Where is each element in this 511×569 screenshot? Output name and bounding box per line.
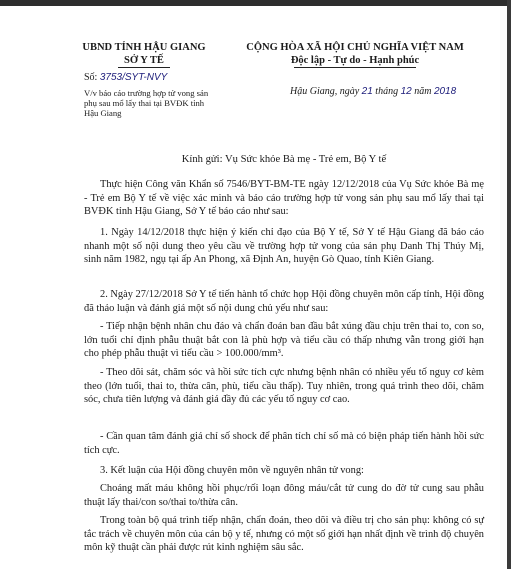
date-month: 12	[400, 86, 412, 97]
date-month-label: tháng	[375, 86, 399, 97]
paragraph-section-3: 3. Kết luận của Hội đồng chuyên môn về nguyên nhân tử vong:	[100, 465, 364, 476]
number-prefix: Số:	[84, 72, 98, 83]
subject-line-2: phụ sau mổ lấy thai tại BVĐK tỉnh	[84, 98, 205, 108]
date-day: 21	[361, 86, 373, 97]
org-name: UBND TỈNH HẬU GIANG	[82, 42, 206, 53]
paragraph-section-1: 1. Ngày 14/12/2018 thực hiện ý kiến chỉ đạo của Bộ Y tế, Sở Y tế Hậu Giang đã báo cáo nhanh một số nội dung theo yêu cầu về trường hợp tử vong của sản phụ Danh Thị Thúy Mị, sinh năm 1982, ngụ tại ấp An Phong, xã Định An, huyện Gò Quao, tỉnh Kiên Giang.	[84, 227, 484, 266]
document-date	[290, 86, 456, 97]
paragraph-bullet-1: - Tiếp nhận bệnh nhân chu đáo và chẩn đoán ban đầu bắt xúng đầu chịu trên thai to, con so, lớn tuổi chỉ định phẫu thuật bắt con là phù hợp và tiểu cầu có thấp nhưng vẫn trong giới hạn cho phép phẫu thuật vì tiểu cầu > 100.000/mm³.	[84, 321, 484, 360]
handwritten-number: 3753/SYT-NVY	[99, 72, 168, 83]
nation-motto: Độc lập - Tự do - Hạnh phúc	[290, 55, 420, 66]
paragraph-bullet-2: - Theo dõi sát, chăm sóc và hồi sức tích cực nhưng bệnh nhân có nhiều yếu tố nguy cơ kèm theo (lớn tuổi, thai to, thừa cân, phù, tiểu cầu thấp). Tuy nhiên, trong quá trình theo dõi, chăm sóc, chưa tiên lượng và đánh giá đầy đủ các yếu tố nguy cơ cao.	[84, 367, 484, 406]
nation-title: CỘNG HÒA XÃ HỘI CHỦ NGHĨA VIỆT NAM	[246, 42, 464, 53]
window-frame-right	[507, 0, 511, 569]
recipient-line: Kính gửi: Vụ Sức khỏe Bà mẹ - Trẻ em, Bộ Y tế	[181, 154, 387, 165]
paragraph-conclusion: Choáng mất máu không hồi phục/rối loạn đông máu/cắt tử cung do đờ tử cung sau phẫu thuật lấy thai/con so/thai to/thừa cân.	[84, 483, 484, 508]
department-name: SỞ Y TẾ	[124, 55, 164, 66]
subject-line-1: V/v báo cáo trường hợp tử vong sản	[84, 88, 209, 98]
department-underline	[118, 67, 170, 68]
document-number	[84, 72, 167, 83]
subject-line-3: Hậu Giang	[84, 108, 122, 118]
date-year-label: năm	[414, 86, 432, 97]
paragraph-intro: Thực hiện Công văn Khẩn số 7546/BYT-BM-TE ngày 12/12/2018 của Vụ Sức khỏe Bà mẹ - Trẻ em Bộ Y tế về việc xác minh và báo cáo trường hợp tử vong sản phụ sau mổ lấy thai tại BVĐK tỉnh Hậu Giang, Sở Y tế báo cáo như sau:	[84, 179, 484, 218]
motto-underline	[294, 67, 416, 68]
paragraph-assessment: Trong toàn bộ quá trình tiếp nhận, chẩn đoán, theo dõi và điều trị cho sản phụ: không có sự tắc trách về chuyên môn của cán bộ y tế, nhưng có một số giới hạn nhất định về trình độ chuyên môn kỹ thuật cần phải được rút kinh nghiệm sâu sắc.	[84, 515, 484, 554]
paragraph-bullet-3: - Cần quan tâm đánh giá chỉ số shock để phân tích chỉ số mà có biện pháp tiến hành hồi sức tích cực.	[84, 431, 484, 456]
date-year: 2018	[433, 86, 457, 97]
date-prefix: Hậu Giang, ngày	[290, 86, 360, 97]
window-frame-top	[0, 0, 511, 6]
paragraph-section-2: 2. Ngày 27/12/2018 Sở Y tế tiến hành tổ chức họp Hội đồng chuyên môn cấp tỉnh, Hội đồng đã thảo luận và đánh giá một số nội dung chủ yếu như sau:	[84, 289, 484, 314]
